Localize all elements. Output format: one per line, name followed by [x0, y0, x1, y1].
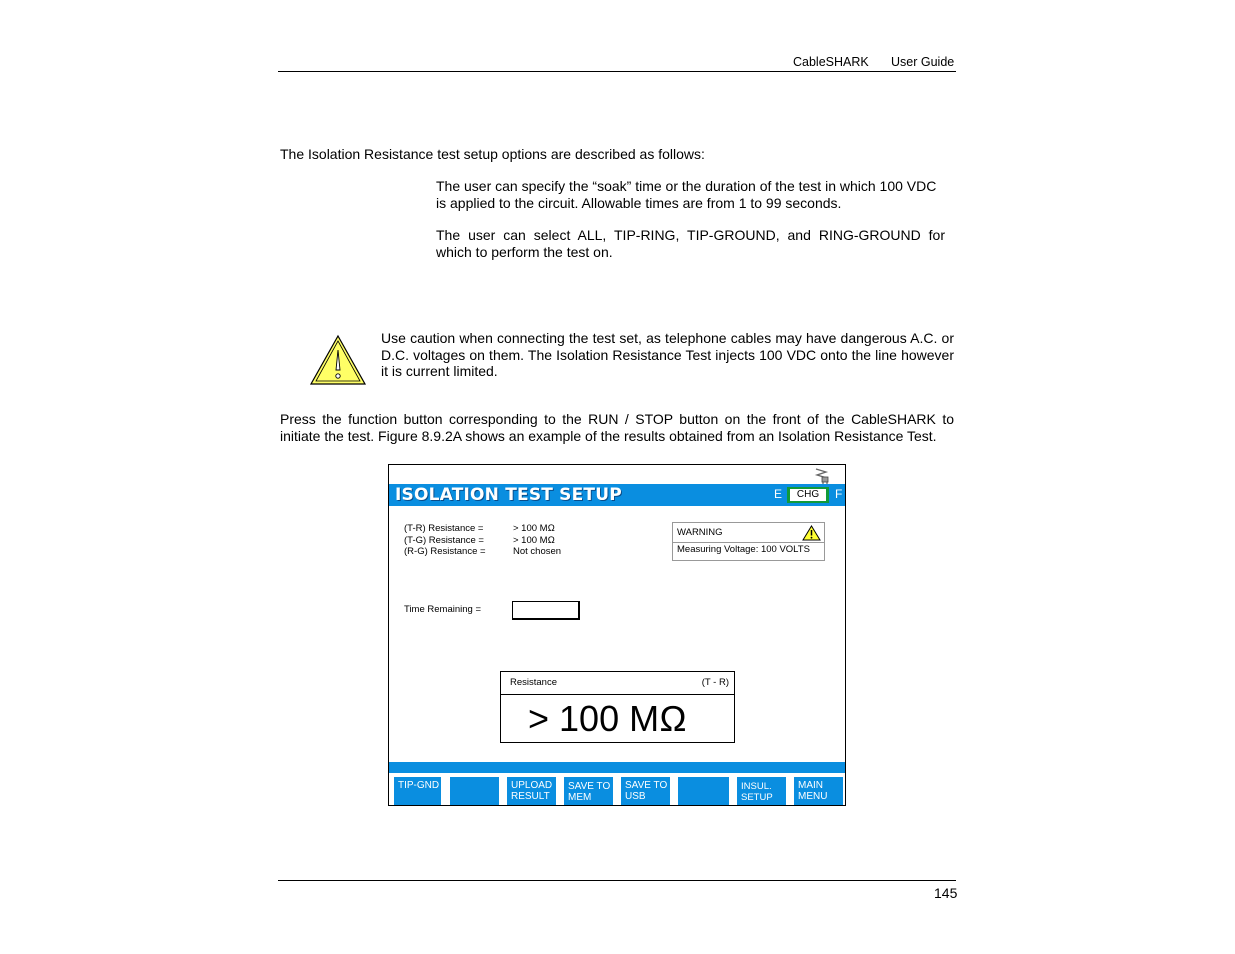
- header-doc-title: User Guide: [891, 55, 955, 69]
- battery-empty-label: E: [774, 487, 783, 501]
- fkey-line2: MENU: [798, 791, 828, 802]
- footer-rule: [278, 880, 956, 881]
- fkey-tip-gnd[interactable]: [394, 777, 441, 805]
- header-product: CableSHARK: [793, 55, 869, 69]
- warning-triangle-icon: [309, 334, 367, 386]
- result-value: > 100 MΩ: [513, 535, 555, 546]
- result-label: (R-G) Resistance =: [404, 546, 486, 557]
- header-rule: [278, 71, 956, 72]
- warning-title: WARNING: [677, 527, 723, 538]
- fkey-line1: MAIN: [798, 780, 823, 791]
- warning-icon: [802, 525, 821, 541]
- warning-text: Measuring Voltage: 100 VOLTS: [677, 544, 810, 555]
- battery-full-label: F: [835, 487, 843, 501]
- fkey-line2: RESULT: [511, 791, 550, 802]
- soak-time-description: The user can specify the “soak” time or the duration of the test in which 100 VDC is applied to the circuit. Allowable times are from 1 to 99 seconds.: [436, 178, 937, 211]
- fkey-line2: USB: [625, 791, 646, 802]
- fkey-main-menu[interactable]: [794, 777, 843, 805]
- screen-status-bar: [389, 762, 845, 773]
- caution-text: Use caution when connecting the test set, as telephone cables may have dangerous A.C. or D.C. voltages on them. The Isolation Resistance Test injects 100 VDC onto the line however it is current limited.: [381, 330, 954, 379]
- result-label: (T-R) Resistance =: [404, 523, 484, 534]
- fkey-line1: UPLOAD: [511, 780, 553, 791]
- resistance-display-label: Resistance: [510, 677, 557, 688]
- result-row: [404, 523, 483, 535]
- run-paragraph: Press the function button corresponding to the RUN / STOP button on the front of the CableSHARK to initiate the test. Figure 8.9.2A shows an example of the results obtained from an Isolation Resistance Test.: [280, 411, 954, 444]
- fkey-line1: TIP-GND: [398, 780, 440, 791]
- fkey-line1: INSUL.: [741, 781, 772, 792]
- screen-title: ISOLATION TEST SETUP: [395, 485, 622, 505]
- pair-selection-description: The user can select ALL, TIP-RING, TIP-GROUND, and RING-GROUND for which to perform the test on.: [436, 227, 945, 260]
- screen-title-bar: [389, 484, 845, 506]
- time-remaining-label: Time Remaining =: [404, 604, 481, 615]
- result-value: Not chosen: [513, 546, 562, 557]
- fkey-insul-setup[interactable]: [737, 777, 786, 805]
- resistance-display-pair: (T - R): [701, 677, 729, 688]
- result-row: [404, 535, 484, 547]
- result-label: (T-G) Resistance =: [404, 535, 484, 546]
- function-key-row: [389, 775, 845, 805]
- battery-indicator: [787, 487, 829, 503]
- fkey-save-to-usb[interactable]: [621, 777, 670, 805]
- page-number: 145: [934, 885, 958, 901]
- resistance-display: [500, 671, 735, 743]
- fkey-line2: SETUP: [741, 792, 773, 803]
- fkey-line1: SAVE TO: [568, 781, 611, 792]
- warning-divider: [673, 542, 824, 543]
- resistance-display-divider: [501, 694, 734, 695]
- cable-plug-icon: [814, 467, 830, 484]
- fkey-line2: MEM: [568, 792, 592, 803]
- warning-box: [672, 522, 825, 561]
- battery-status: CHG: [790, 489, 826, 501]
- fkey-blank-1[interactable]: [450, 777, 499, 805]
- time-remaining-field: [512, 601, 580, 620]
- fkey-line1: SAVE TO: [625, 780, 668, 791]
- device-screen: [388, 464, 846, 806]
- result-row: [404, 546, 486, 558]
- result-value: > 100 MΩ: [513, 523, 555, 534]
- fkey-blank-2[interactable]: [678, 777, 729, 805]
- fkey-upload-result[interactable]: [507, 777, 556, 805]
- intro-paragraph: The Isolation Resistance test setup options are described as follows:: [280, 146, 705, 162]
- resistance-display-value: > 100 MΩ: [528, 698, 687, 739]
- fkey-save-to-mem[interactable]: [564, 777, 613, 805]
